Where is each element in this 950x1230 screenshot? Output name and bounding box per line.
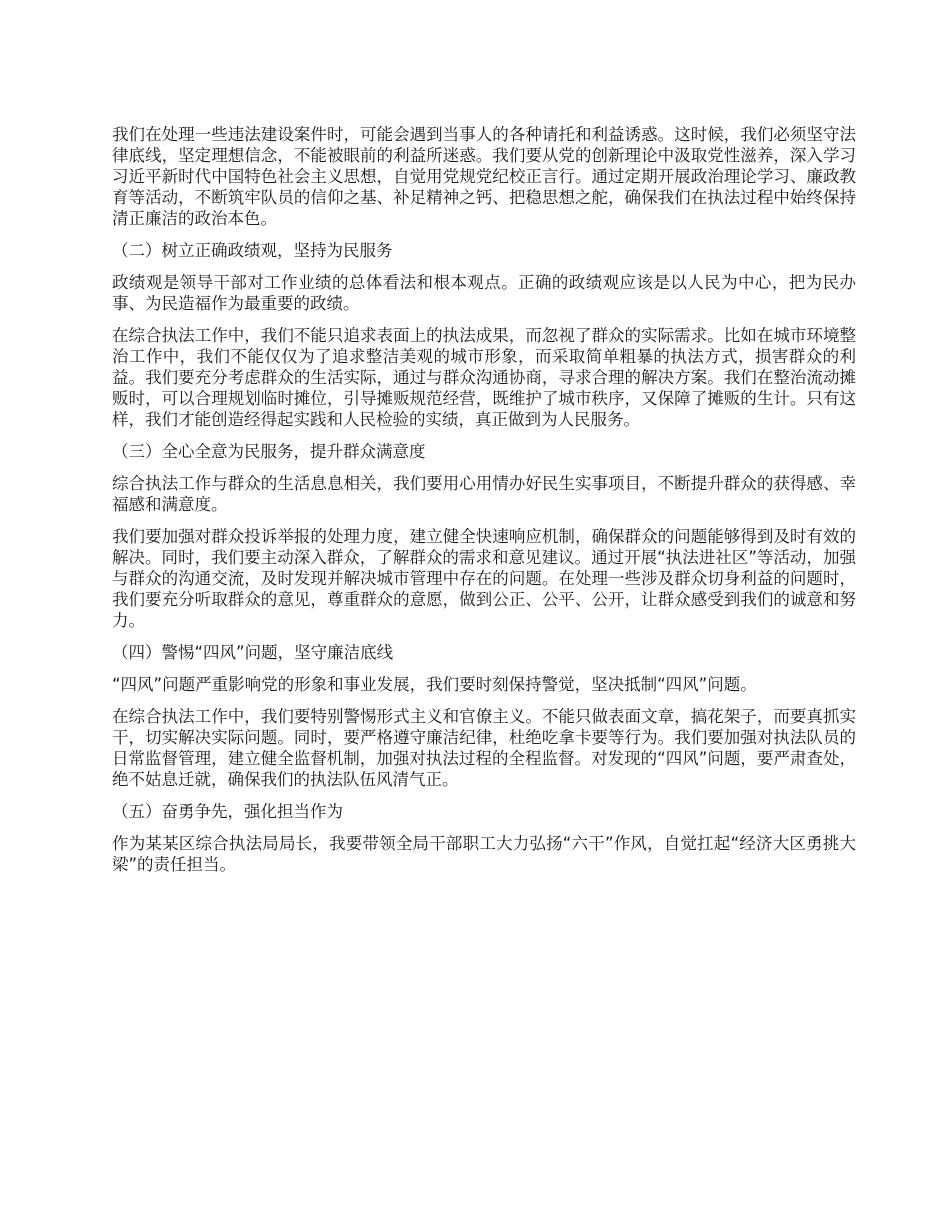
section-heading-4: （四）警惕“四风”问题，坚守廉洁底线 xyxy=(112,643,394,662)
section-heading-2: （二）树立正确政绩观，坚持为民服务 xyxy=(112,241,393,260)
section-heading-3: （三）全心全意为民服务，提升群众满意度 xyxy=(112,442,426,461)
paragraph-complaints: 我们要加强对群众投诉举报的处理力度，建立健全快速响应机制，确保群众的问题能够得到及时有效的解决。同时，我们要主动深入群众，了解群众的需求和意见建议。通过开展“执法进社区”等活动，加强与群众的沟通交流，及时发现并解决城市管理中存在的问题。在处理一些涉及群众切身利益的问题时，我们要充分听取群众的意见，尊重群众的意愿，做到公正、公平、公开，让群众感受到我们的诚意和努力。 xyxy=(112,527,856,630)
paragraph-responsibility: 作为某某区综合执法局局长，我要带领全局干部职工大力弘扬“六干”作风，自觉扛起“经济大区勇挑大梁”的责任担当。 xyxy=(112,834,856,874)
paragraph-formalism: 在综合执法工作中，我们要特别警惕形式主义和官僚主义。不能只做表面文章，搞花架子，而要真抓实干，切实解决实际问题。同时，要严格遵守廉洁纪律，杜绝吃拿卡要等行为。我们要加强对执法队员的日常监督管理，建立健全监督机制，加强对执法过程的全程监督。对发现的“四风”问题，要严肃查处，绝不姑息迁就，确保我们的执法队伍风清气正。 xyxy=(112,707,856,789)
paragraph-integrity-cases: 我们在处理一些违法建设案件时，可能会遇到当事人的各种请托和利益诱惑。这时候，我们必须坚守法律底线，坚定理想信念，不能被眼前的利益所迷惑。我们要从党的创新理论中汲取党性滋养，深入学习习近平新时代中国特色社会主义思想，自觉用党规党纪校正言行。通过定期开展政治理论学习、廉政教育等活动，不断筑牢队员的信仰之基、补足精神之钙、把稳思想之舵，确保我们在执法过程中始终保持清正廉洁的政治本色。 xyxy=(112,125,856,228)
document-body xyxy=(112,124,856,886)
paragraph-four-winds: “四风”问题严重影响党的形象和事业发展，我们要时刻保持警觉，坚决抵制“四风”问题。 xyxy=(112,675,757,694)
section-heading-5: （五）奋勇争先，强化担当作为 xyxy=(112,802,343,821)
paragraph-enforcement-needs: 在综合执法工作中，我们不能只追求表面上的执法成果，而忽视了群众的实际需求。比如在城市环境整治工作中，我们不能仅仅为了追求整洁美观的城市形象，而采取简单粗暴的执法方式，损害群众的利益。我们要充分考虑群众的生活实际，通过与群众沟通协商，寻求合理的解决方案。我们在整治流动摊贩时，可以合理规划临时摊位，引导摊贩规范经营，既维护了城市秩序，又保障了摊贩的生计。只有这样，我们才能创造经得起实践和人民检验的实绩，真正做到为人民服务。 xyxy=(112,326,856,429)
paragraph-livelihood: 综合执法工作与群众的生活息息相关，我们要用心用情办好民生实事项目，不断提升群众的获得感、幸福感和满意度。 xyxy=(112,474,856,514)
paragraph-performance-view: 政绩观是领导干部对工作业绩的总体看法和根本观点。正确的政绩观应该是以人民为中心，把为民办事、为民造福作为最重要的政绩。 xyxy=(112,273,856,313)
